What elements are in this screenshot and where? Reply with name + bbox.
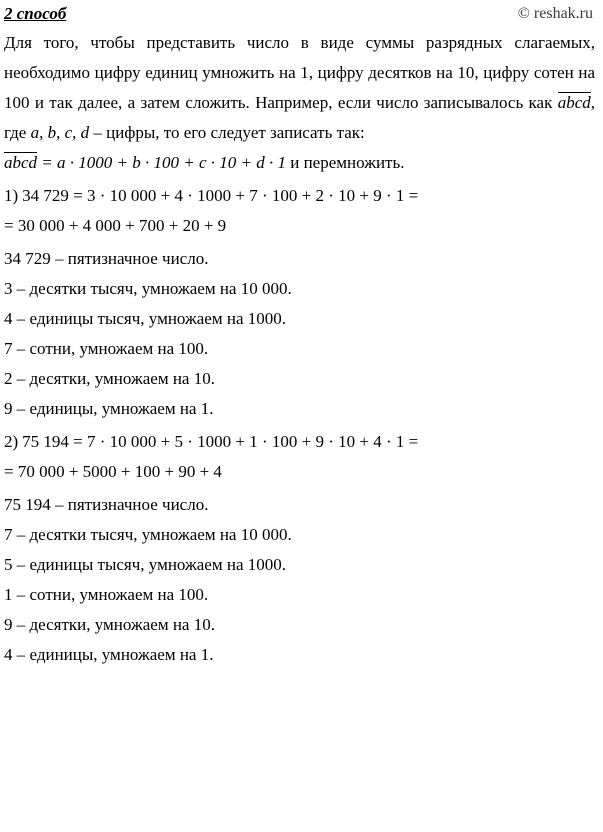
item-2-number: 2)	[4, 432, 19, 451]
item-1-equation-line-2: = 30 000 + 4 000 + 700 + 20 + 9	[4, 216, 227, 235]
item-1-number: 1)	[4, 186, 19, 205]
method-title: 2 способ	[4, 4, 67, 23]
item-1-explanation-1: 3 – десятки тысяч, умножаем на 10 000.	[4, 279, 292, 298]
item-2-explanation-5: 4 – единицы, умножаем на 1.	[4, 645, 214, 664]
formula-tail: и перемножить.	[285, 153, 405, 172]
watermark-reshak: © reshak.ru	[517, 5, 593, 22]
item-2-equation-line-1	[4, 427, 595, 457]
header-row	[4, 4, 595, 26]
item-1-explanation-5: 9 – единицы, умножаем на 1.	[4, 399, 214, 418]
item-1-explanation-3: 7 – сотни, умножаем на 100.	[4, 339, 209, 358]
item-1-eq1-text: 34 729 = 3 · 10 000 + 4 · 1000 + 7 · 100 + 2 · 10 + 9 · 1 =	[22, 186, 419, 205]
formula-abcd-overline: abcd	[4, 153, 38, 172]
item-2-equation-line-2: = 70 000 + 5000 + 100 + 90 + 4	[4, 462, 222, 481]
item-1-equation-line-1	[4, 181, 595, 211]
item-2-summary: 75 194 – пятизначное число.	[4, 495, 209, 514]
intro-text-part2: , где	[4, 93, 595, 142]
intro-abcd-overline: abcd	[557, 93, 591, 112]
formula-body: = a · 1000 + b · 100 + c · 10 + d · 1	[41, 153, 286, 172]
intro-paragraph	[4, 28, 595, 148]
item-2-explanation-4: 9 – десятки, умножаем на 10.	[4, 615, 215, 634]
item-2-explanation-3: 1 – сотни, умножаем на 100.	[4, 585, 209, 604]
item-2-explanation-2: 5 – единицы тысяч, умножаем на 1000.	[4, 555, 286, 574]
item-1-explanation-2: 4 – единицы тысяч, умножаем на 1000.	[4, 309, 286, 328]
item-2-eq1-text: 75 194 = 7 · 10 000 + 5 · 1000 + 1 · 100 + 9 · 10 + 4 · 1 =	[22, 432, 419, 451]
intro-text-part1: Для того, чтобы представить число в виде суммы разрядных слагаемых, необходимо цифру единиц умножить на 1, цифру десятков на 10, цифру сотен на 100 и так далее, а затем сложить. Например, если число записывалось как	[4, 33, 595, 112]
item-1-summary: 34 729 – пятизначное число.	[4, 249, 209, 268]
item-2-explanation-1: 7 – десятки тысяч, умножаем на 10 000.	[4, 525, 292, 544]
intro-variables: a, b, c, d	[30, 123, 90, 142]
item-1-explanation-4: 2 – десятки, умножаем на 10.	[4, 369, 215, 388]
general-formula	[4, 148, 595, 178]
intro-text-part3: – цифры, то его следует записать так:	[89, 123, 365, 142]
